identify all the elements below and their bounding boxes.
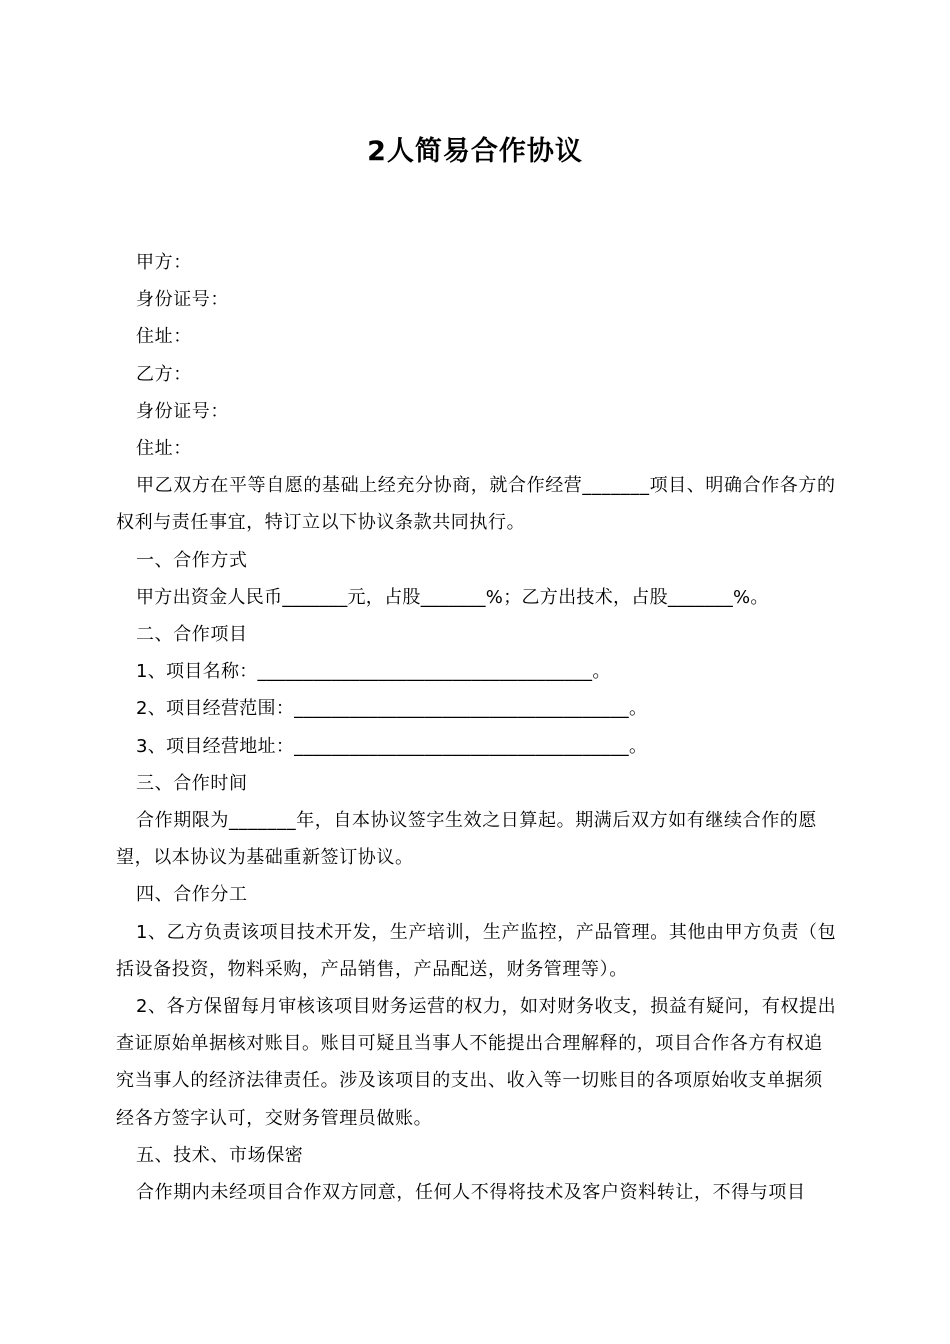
party-a-id-label: 身份证号：: [136, 289, 229, 311]
section-2-item-3: 3、项目经营地址：____________________________________。: [136, 735, 648, 757]
section-4-heading: 四、合作分工: [136, 884, 248, 906]
party-b-address-label: 住址：: [136, 438, 192, 460]
party-a-label: 甲方：: [136, 252, 192, 273]
section-1-text: 甲方出资金人民币_______元，占股_______%；乙方出技术，占股_______%。: [136, 586, 769, 608]
section-3-heading: 三、合作时间: [136, 772, 248, 794]
intro-paragraph: 甲乙双方在平等自愿的基础上经充分协商，就合作经营_______项目、明确合作各方的权利与责任事宜，特订立以下协议条款共同执行。: [116, 475, 836, 534]
section-2-item-2: 2、项目经营范围：____________________________________。: [136, 698, 648, 720]
section-1-heading: 一、合作方式: [136, 549, 248, 571]
section-5-text: 合作期内未经项目合作双方同意，任何人不得将技术及客户资料转让，不得与项目: [136, 1182, 806, 1204]
section-4-item-1: 1、乙方负责该项目技术开发，生产培训，生产监控，产品管理。其他由甲方负责（包括设备投资，物料采购，产品销售，产品配送，财务管理等）。: [116, 921, 837, 980]
party-b-id-label: 身份证号：: [136, 400, 229, 422]
section-3-text: 合作期限为_______年，自本协议签字生效之日算起。期满后双方如有继续合作的愿望，以本协议为基础重新签订协议。: [116, 810, 817, 869]
document-body: [116, 244, 838, 1211]
section-5-heading: 五、技术、市场保密: [136, 1144, 304, 1166]
section-2-item-1: 1、项目名称：____________________________________。: [136, 661, 611, 683]
party-a-address-label: 住址：: [136, 326, 192, 348]
section-4-item-2: 2、各方保留每月审核该项目财务运营的权力，如对财务收支，损益有疑问，有权提出查证原始单据核对账目。账目可疑且当事人不能提出合理解释的，项目合作各方有权追究当事人的经济法律责任。涉及该项目的支出、收入等一切账目的各项原始收支单据须经各方签字认可，交财务管理员做账。: [116, 996, 837, 1129]
section-2-heading: 二、合作项目: [136, 624, 248, 646]
party-b-label: 乙方：: [136, 363, 192, 385]
document-title: 2人简易合作协议: [367, 136, 583, 167]
